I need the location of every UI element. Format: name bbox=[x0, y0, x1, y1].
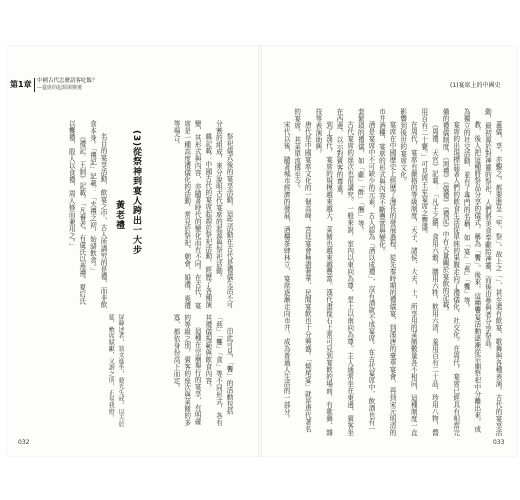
running-head-right: (1)宴席上的中國史 bbox=[450, 82, 501, 89]
left-body-middle bbox=[38, 120, 108, 310]
left-body-bottom bbox=[128, 314, 234, 430]
paragraph: 《禮記．王制》記載，「凡養老，有虞氏以燕禮，夏后氏以饗禮，殷人以食禮，周人修而兼用之。」 bbox=[67, 120, 86, 305]
paragraph: 韓記載：中國古代的宴席起源於祭祀活動，經歷了各種演變，其形式與內容，亦隨著時代的變化而有不同。在古代，宴席是一種高度禮儀化的活動，常見於祭祀、朝會、婚禮、喪禮等場合。 bbox=[172, 120, 212, 309]
paragraph: 古代宴席的座次也很講究。一般來說，室內以東向為尊，堂上以南向為尊。主人通常坐在東邊，賓客坐在西邊，以示對賓客的尊重。 bbox=[335, 108, 354, 437]
paragraph: 宴席在中國歷史上經歷了漫長的發展過程，從先秦時期的禮儀宴，到漢唐的豪華宴會，再到宋元明清的市井酒樓，宴席的形式與內容不斷豐富與變化。 bbox=[377, 108, 397, 437]
running-head-left bbox=[37, 78, 98, 92]
paragraph: 唐代是中國宴席文化的一個高峰，宮廷宴會極盡奢華，民間宴飲也十分興盛。「燒尾宴」就是唐代著名的宴席，其菜單流傳至今。 bbox=[292, 108, 312, 433]
paragraph: 在周代，宴席有嚴格的等級制度，天子、諸侯、大夫、士，所享用的菜餚數量各不相同，這種制度一直影響到後世的宴席文化。 bbox=[398, 108, 418, 437]
running-head-divider bbox=[34, 78, 35, 92]
paragraph: 到了漢代，宴席的規模越來越大，菜餚也越來越豐富。漢代畫像石上常可見到宴飲的場面，有歌舞、雜技等表演助興。 bbox=[313, 108, 333, 437]
chapter-label: 第1章 bbox=[10, 80, 32, 89]
running-head-left-title: 中國古代怎麼請客吃飯？ bbox=[37, 78, 98, 84]
paragraph: 宴席的出現標誌著人們的飲食生活從單純的果腹走向了禮儀化、社交化。在周代，宴席已經具有相當完備的禮儀制度，《周禮》《儀禮》《禮記》中有大量關於宴飲的記載。 bbox=[441, 108, 460, 437]
page-number-left: 032 bbox=[18, 439, 30, 446]
section-author: 黃老禮 bbox=[114, 200, 124, 230]
section-heading: (3)從祭神到宴人跨出一大步 bbox=[131, 130, 141, 255]
paragraph: 祭祀儀式後的宴享活動，這些活動在古代是禮儀生活不可分割的組成，來分說明古代宴席的起源與祭祀活動。 bbox=[214, 120, 233, 309]
paragraph: 酒是宴席中不可缺少的元素。古人認為「酒以成禮」，沒有酒就不成宴席。在古代宴席中，飲酒也有一套繁瑣的禮儀，如「獻」「酢」「酬」等。 bbox=[356, 108, 375, 433]
right-body bbox=[278, 108, 503, 438]
page-number-right: 033 bbox=[493, 439, 505, 446]
book-gutter bbox=[258, 46, 262, 456]
paragraph: 《周禮．天官》記載：「凡王之饋，食用六穀，膳用六牲，飲用六清，羞用百有二十品，珍用八物，醬用百有二十甕。」可見周王室宴席之豐盛。 bbox=[419, 108, 439, 437]
paragraph: 蓋儀，享，亦覲之。都要進呈「牢，祭」。故上之「」，甚至還有飲宴、歌舞與各種表演。古代的宴享活動，最初源於對神靈的祭祀，人們將美食奉獻給神靈，而後由參與者分享祭品。 bbox=[483, 108, 502, 437]
paragraph: 名目的宴享活動，飲宴之中，古人所講究的是禮，而非飲食本身。「禮記」記載：「夫禮之初，始諸飲食。」 bbox=[88, 120, 107, 309]
paragraph: 由此可見，「饗」的活動包括「燕」「饗」「食」等不同形式，各有其禮儀規範與飲食內容。 bbox=[203, 314, 233, 427]
block-quote: 屏韓述者，敘文進坐，發光失戒。以夫於筵，敷席賦獻，又謂之所，正易我燈。 bbox=[107, 314, 124, 428]
paragraph: 這種在宗廟舉行的宴享，有明確的等級之別，賓客的座次與菜餚的多寡，都依身份高下而定。 bbox=[172, 314, 202, 426]
paragraph: 宋代以後，隨著城市經濟的發展，酒樓茶肆林立，宴席逐漸走向市井，成為普通人生活的一部分。 bbox=[282, 121, 291, 423]
running-head-left-subtitle: —筵席的起源與變遷 bbox=[37, 85, 83, 91]
paragraph: 教，後人把這種將祭品分享的儀式，稱為「饗」。後來，這種饗宴活動逐漸從宗廟祭祀中分離出來，成為獨立的社交活動，並有了專門的名稱，如「宴」「燕」「饗」等。 bbox=[462, 108, 481, 433]
